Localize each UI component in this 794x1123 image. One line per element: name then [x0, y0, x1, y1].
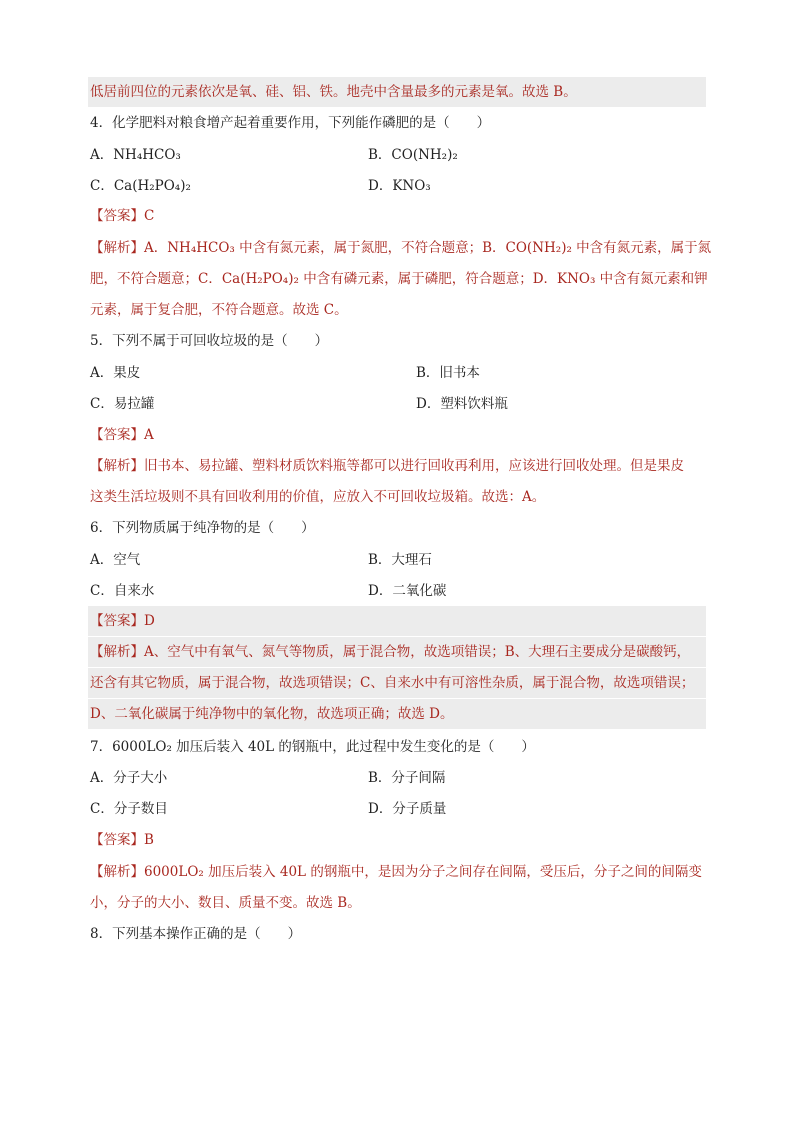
question-7-answer — [90, 825, 704, 855]
question-6-options-row-1 — [90, 545, 704, 575]
answer-value: D — [144, 613, 155, 629]
explanation-tag: 【解析】 — [90, 864, 144, 880]
question-5-explanation-1 — [90, 451, 704, 481]
question-6-stem: 6．下列物质属于纯净物的是（ ） — [90, 520, 315, 536]
answer-tag: 【答案】 — [90, 427, 144, 443]
question-5-stem: 5．下列不属于可回收垃圾的是（ ） — [90, 333, 329, 349]
question-4-options-row-1 — [90, 140, 704, 170]
question-6-explanation-2: 还含有其它物质，属于混合物，故选项错误；C、自来水中有可溶性杂质，属于混合物，故选项错误； — [88, 668, 706, 698]
option-b: B．CO(NH₂)₂ — [368, 147, 458, 163]
option-a: A．果皮 — [90, 365, 141, 381]
explanation-tag: 【解析】 — [90, 458, 144, 474]
option-d: D．塑料饮料瓶 — [416, 396, 508, 412]
question-5-options-row-2 — [90, 389, 704, 419]
answer-value: B — [144, 832, 154, 848]
question-4-explanation-2: 肥，不符合题意；C．Ca(H₂PO₄)₂ 中含有磷元素，属于磷肥，符合题意；D．KNO₃ 中含有氮元素和钾 — [90, 271, 708, 287]
question-4-options-row-2 — [90, 171, 704, 201]
answer-tag: 【答案】 — [90, 613, 144, 629]
question-4-stem: 4．化学肥料对粮食增产起着重要作用，下列能作磷肥的是（ ） — [90, 115, 491, 131]
question-4-explanation-3: 元素，属于复合肥，不符合题意。故选 C。 — [90, 302, 348, 318]
option-b: B．旧书本 — [416, 365, 480, 381]
question-4-answer — [90, 201, 704, 231]
option-d: D．分子质量 — [368, 801, 447, 817]
option-c: C．易拉罐 — [90, 396, 155, 412]
question-7-options-row-2 — [90, 794, 704, 824]
option-c: C．分子数目 — [90, 801, 168, 817]
question-7-explanation-2: 小，分子的大小、数目、质量不变。故选 B。 — [90, 895, 361, 911]
explanation-text: A．NH₄HCO₃ 中含有氮元素，属于氮肥，不符合题意；B．CO(NH₂)₂ 中含有氮元素，属于氮 — [144, 240, 712, 256]
option-b: B．分子间隔 — [368, 770, 446, 786]
question-6-options-row-2 — [90, 576, 704, 606]
option-d: D．KNO₃ — [368, 178, 431, 194]
explanation-text: 6000LO₂ 加压后装入 40L 的钢瓶中，是因为分子之间存在间隔，受压后，分子之间的间隔变 — [144, 864, 702, 880]
answer-value: C — [144, 208, 155, 224]
explanation-text: A、空气中有氧气、氮气等物质，属于混合物，故选项错误；B、大理石主要成分是碳酸钙， — [144, 644, 691, 660]
option-a: A．空气 — [90, 552, 141, 568]
answer-tag: 【答案】 — [90, 208, 144, 224]
question-7-explanation-1 — [90, 857, 704, 887]
question-6-answer — [88, 606, 706, 636]
explanation-text: 旧书本、易拉罐、塑料材质饮料瓶等都可以进行回收再利用，应该进行回收处理。但是果皮 — [144, 458, 684, 474]
answer-tag: 【答案】 — [90, 832, 144, 848]
question-5-explanation-2: 这类生活垃圾则不具有回收利用的价值，应放入不可回收垃圾箱。故选：A。 — [90, 489, 546, 505]
question-5-answer — [90, 420, 704, 450]
option-a: A．NH₄HCO₃ — [90, 147, 181, 163]
answer-value: A — [144, 427, 154, 443]
option-b: B．大理石 — [368, 552, 432, 568]
explanation-tag: 【解析】 — [90, 240, 144, 256]
explanation-tag: 【解析】 — [90, 644, 144, 660]
option-d: D．二氧化碳 — [368, 583, 447, 599]
explanation-continuation — [88, 77, 706, 107]
question-5-options-row-1 — [90, 358, 704, 388]
option-c: C．Ca(H₂PO₄)₂ — [90, 178, 191, 194]
question-4-explanation-1 — [90, 233, 712, 263]
question-6-explanation-1 — [88, 637, 706, 667]
question-8-stem: 8．下列基本操作正确的是（ ） — [90, 926, 302, 942]
explanation-text: 低居前四位的元素依次是氧、硅、铝、铁。地壳中含量最多的元素是氧。故选 B。 — [90, 84, 577, 100]
option-c: C．自来水 — [90, 583, 155, 599]
question-6-explanation-3: D、二氧化碳属于纯净物中的氧化物，故选项正确；故选 D。 — [88, 699, 706, 729]
option-a: A．分子大小 — [90, 770, 168, 786]
question-7-stem: 7．6000LO₂ 加压后装入 40L 的钢瓶中，此过程中发生变化的是（ ） — [90, 739, 535, 755]
question-7-options-row-1 — [90, 763, 704, 793]
